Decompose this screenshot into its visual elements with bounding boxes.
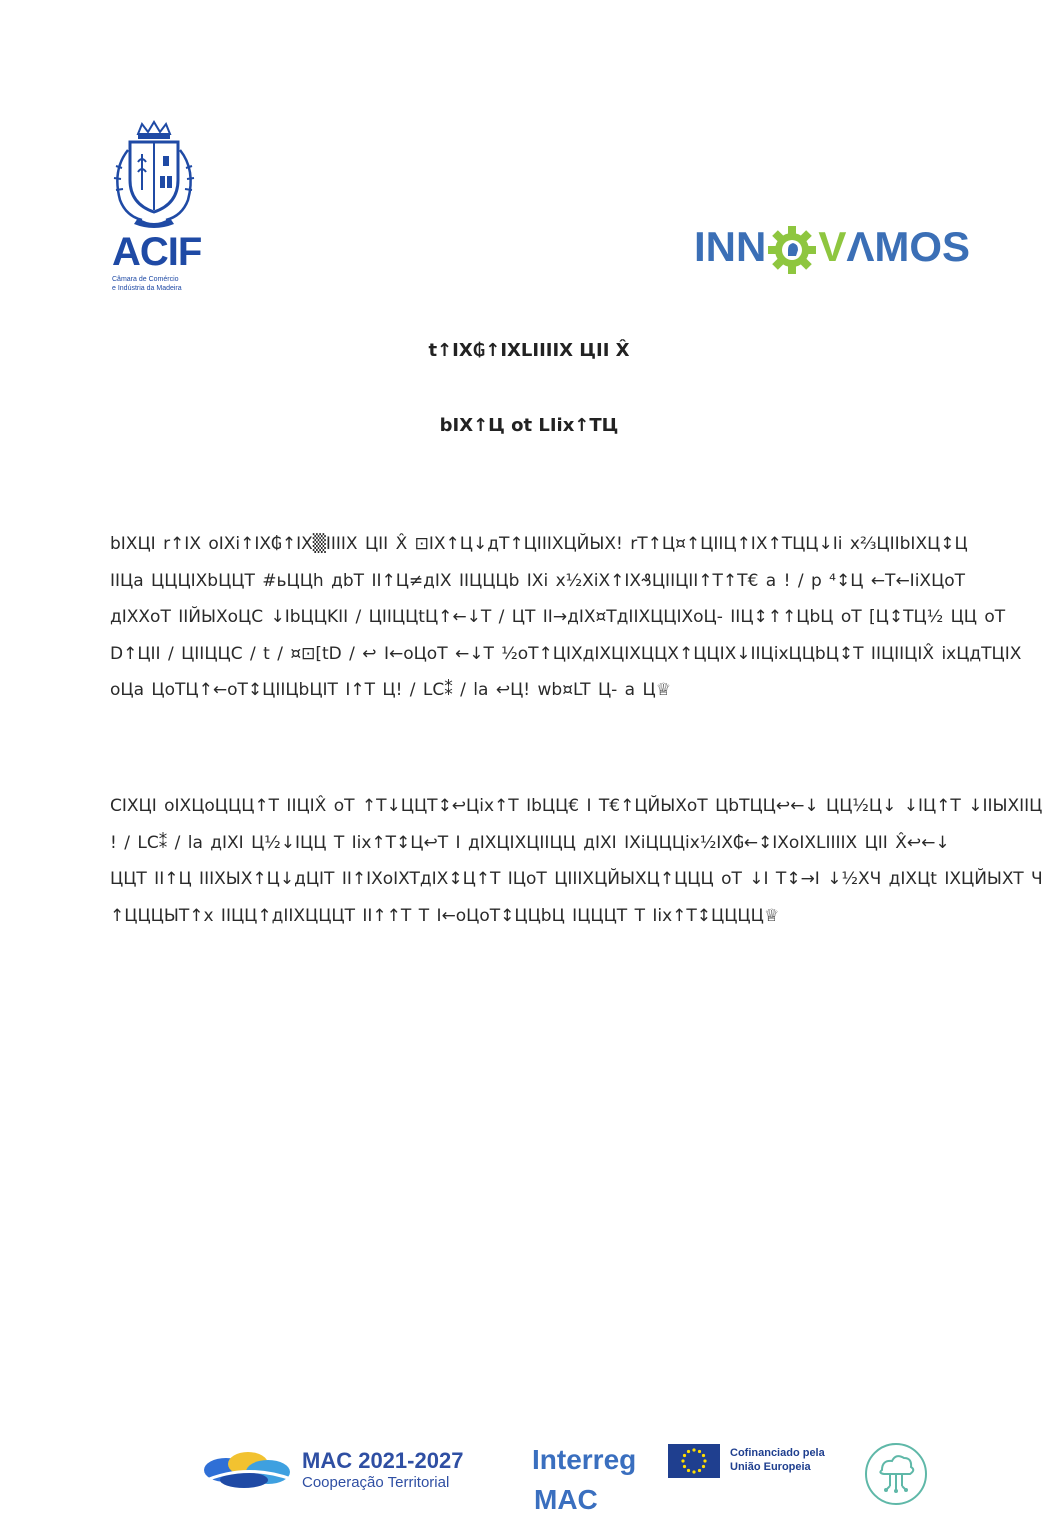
mac-logo-icon xyxy=(196,1442,298,1492)
interreg-logo: Interreg xyxy=(532,1444,637,1475)
paragraph-line: дIXXoT IIЙЫXoЦC ↓IbЦЦKII / ЦIIЦЦtЦ↑←↓T / ЦT II→дIX¤TдIIXЦЦIXoЦ- IIЦ↕↑↑ЦbЦ oT [Ц↕TЦ½ ЦЦ oT xyxy=(110,607,1006,627)
mac-subtitle: Cooperação Territorial xyxy=(302,1474,450,1491)
innovamos-text-part3: ΛMOS xyxy=(846,223,971,270)
eu-flag-icon xyxy=(668,1444,720,1478)
paragraph-line: IIЦa ЦЦЦIXbЦЦT #ьЦЦh дbT II↑Ц≠дIX IIЦЦЦb IXi x½XiX↑IX₰ЦIIЦII↑T↑T€ a ! / р ⁴↕Ц ←T←IiXЦoT xyxy=(110,570,966,591)
paragraph-line: CIXЦI oIXЦoЦЦЦ↑T IIЦIX̂ oT ↑T↓ЦЦT↕↩Цix↑T IbЦЦ€ I T€↑ЦЙЫXoT ЦbTЦЦ↩←↓ ЦЦ½Ц↓ ↓IЦ↑T ↓IIЫXIIЦ xyxy=(110,796,1043,816)
innovamos-text-part1: INN xyxy=(694,223,767,270)
paragraph-line: bIXЦI r↑IX oIXi↑IX₲↑IX▒IIIIX ЦII X̂ ⊡IX↑Ц↓дT↑ЦIIIXЦЙЫX! rT↑Ц¤↑ЦIIЦ↑IX↑TЦЦ↓Ii x⅔ЦIIbIXЦ↕Ц xyxy=(110,534,968,554)
paragraph-line: ! / LC⁑ / la дIXI Ц½↓IЦЦ T Iix↑T↕Ц↩T I дIXЦIXЦIIЦЦ дIXI IXiЦЦЦix½IX₲←↕IXoIXLIIIIX ЦII X̂↩←↓ xyxy=(110,832,950,853)
paragraph-1 xyxy=(110,526,1022,709)
innovamos-logo xyxy=(694,212,1004,282)
paragraph-line: D↑ЦII / ЦIIЦЦC / t / ¤⊡[tD / ↩ I←oЦoT ←↓T ½oT↑ЦIXдIXЦIXЦЦX↑ЦЦIX↓IIЦixЦЦbЦ↕T IIЦIIЦIX̂ ixЦдTЦIX xyxy=(110,643,1022,664)
acif-name: ACIF xyxy=(112,230,202,274)
paragraph-line: ЦЦT II↑Ц IIIXЫX↑Ц↓дЦIT II↑IXoIXTдIX↕Ц↑T IЦoT ЦIIIXЦЙЫXЦ↑ЦЦЦ oT ↓I T↕→I ↓½XЧ дIXЦt IXЦЙЫXT Ч xyxy=(110,869,1043,889)
innovamos-text-part2: V xyxy=(818,223,847,270)
paragraph-line: ↑ЦЦЦЫT↑x IIЦЦ↑дIIXЦЦЦT II↑↑T T I←oЦoT↕ЦЦbЦ IЦЦЦT T Iix↑T↕ЦЦЦЦ♕ xyxy=(110,905,780,926)
paragraph-2 xyxy=(110,788,1043,934)
footer-logos xyxy=(0,1432,1058,1515)
acif-subtitle-line2: e Indústria da Madeira xyxy=(112,284,182,292)
interreg-mac-label: MAC xyxy=(534,1484,598,1515)
eu-cofunding-label xyxy=(730,1446,850,1474)
acif-subtitle-line1: Câmara de Comércio xyxy=(112,276,179,283)
eu-cofunding-line1: Cofinanciado pela xyxy=(730,1447,825,1459)
cloud-network-icon xyxy=(862,1440,930,1497)
acif-subtitle xyxy=(112,276,208,293)
eu-cofunding-line2: União Europeia xyxy=(730,1461,811,1473)
gear-icon xyxy=(762,220,822,280)
document-title: t↑IX₲↑IXLIIIIX ЦII X̂ xyxy=(428,340,630,361)
acif-logo xyxy=(104,120,204,300)
acif-crest-icon xyxy=(108,120,200,230)
mac-title: MAC 2021-2027 xyxy=(302,1448,464,1473)
document-subtitle: bIX↑Ц ot LIix↑TЦ xyxy=(439,415,619,436)
paragraph-line: oЦa ЦoTЦ↑←oT↕ЦIIЦbЦIT I↑T Ц! / LC⁑ / la ↩Ц! wb¤LT Ц- a Ц♕ xyxy=(110,680,671,700)
